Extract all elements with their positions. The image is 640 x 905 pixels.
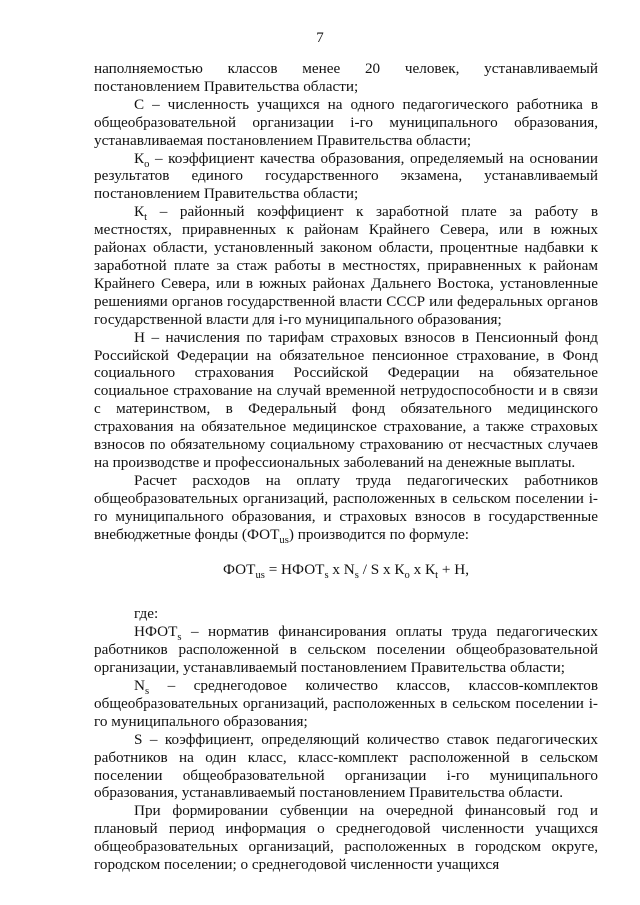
paragraph-c-definition: С – численность учащихся на одного педагогического работника в общеобразовательной организации i-го муниципального образования, устанавливаемая постановлением Правительства области;	[94, 95, 598, 149]
symbol-subscript: t	[144, 212, 148, 224]
paragraph-s-definition: S – коэффициент, определяющий количество ставок педагогических работников на один класс, класс-комплект расположенной в сельском поселении общеобразовательной организации i-го муниципального образования, устанавливаемый постановлением Правительства области.	[94, 730, 598, 802]
definition-text: – районный коэффициент к заработной плате за работу в местностях, приравненных к районам Крайнего Севера, или в южных районах области, установленный законом области, процентные надбавки к заработной плате за стаж работы в местностях, приравненных к районам Крайнего Севера, или в южных районах Дальнего Востока, установленные решениями органов государственной власти СССР или федеральных органов государственной власти для i-го муниципального образования;	[94, 203, 598, 328]
paragraph-nfot-definition	[94, 623, 598, 677]
formula-subscript: o	[404, 570, 410, 582]
symbol-k: К	[134, 203, 145, 221]
formula-part: ФОТ	[223, 561, 256, 579]
formula-part: + Н,	[438, 561, 469, 579]
formula-subscript: us	[255, 570, 265, 582]
where-label: где:	[134, 605, 159, 623]
symbol-n: N	[134, 677, 145, 694]
symbol-subscript: us	[279, 534, 289, 546]
symbol-nfot: НФОТ	[134, 623, 178, 641]
page-number: 7	[316, 30, 324, 46]
formula-subscript: s	[354, 570, 359, 582]
formula-part: / S х К	[358, 561, 405, 579]
document-body	[94, 60, 598, 874]
paragraph-subvention: При формировании субвенции на очередной финансовый год и плановый период информация о среднегодовой численности учащихся общеобразовательных организаций, расположенных в городском округе, городском поселении; о среднегодовой численности учащихся	[94, 802, 598, 874]
paragraph-ns-definition	[94, 677, 598, 731]
paragraph-continuation: наполняемостью классов менее 20 человек, устанавливаемый постановлением Правительства области;	[94, 60, 598, 95]
intro-text-end: ) производится по формуле:	[288, 525, 469, 543]
definition-text: – среднегодовое количество классов, классов-комплектов общеобразовательных организаций, расположенных в сельском поселении i-го муниципального образования;	[94, 677, 598, 730]
formula-part: х К	[409, 561, 436, 579]
formula-part: х N	[328, 561, 355, 579]
symbol-k: К	[134, 149, 145, 167]
symbol-subscript: s	[177, 632, 182, 644]
definition-text: – норматив финансирования оплаты труда педагогических работников расположенной в сельском поселении общеобразовательной организации, устанавливаемый постановлением Правительства области;	[94, 623, 598, 677]
paragraph-h-definition: Н – начисления по тарифам страховых взносов в Пенсионный фонд Российской Федерации на обязательное пенсионное страхование, в Фонд социального страхования Российской Федерации на обязательное социальное страхование на случай временной нетрудоспособности и в связи с материнством, в Федеральный фонд обязательного медицинского страхования на обязательное медицинское страхование, а также страховых взносов по обязательному социальному страхованию от несчастных случаев на производстве и профессиональных заболеваний на денежные выплаты.	[94, 328, 598, 471]
formula-subscript: s	[324, 570, 329, 582]
paragraph-kt-definition	[94, 203, 598, 328]
paragraph-ko-definition	[94, 150, 598, 204]
symbol-subscript: о	[144, 158, 150, 170]
paragraph-calculation-intro	[94, 472, 598, 544]
definition-text: – коэффициент качества образования, определяемый на основании результатов единого государственного экзамена, устанавливаемый постановлением Правительства области;	[94, 149, 598, 203]
symbol-subscript: s	[144, 686, 150, 698]
intro-text: Расчет расходов на оплату труда педагогических работников общеобразовательных организаций, расположенных в сельском поселении i-го муниципального образования, и страховых взносов в государственные внебюджетные фонды (ФОТ	[94, 471, 598, 543]
formula-subscript: t	[435, 570, 439, 582]
formula-part: = НФОТ	[264, 561, 325, 579]
formula	[94, 561, 598, 582]
